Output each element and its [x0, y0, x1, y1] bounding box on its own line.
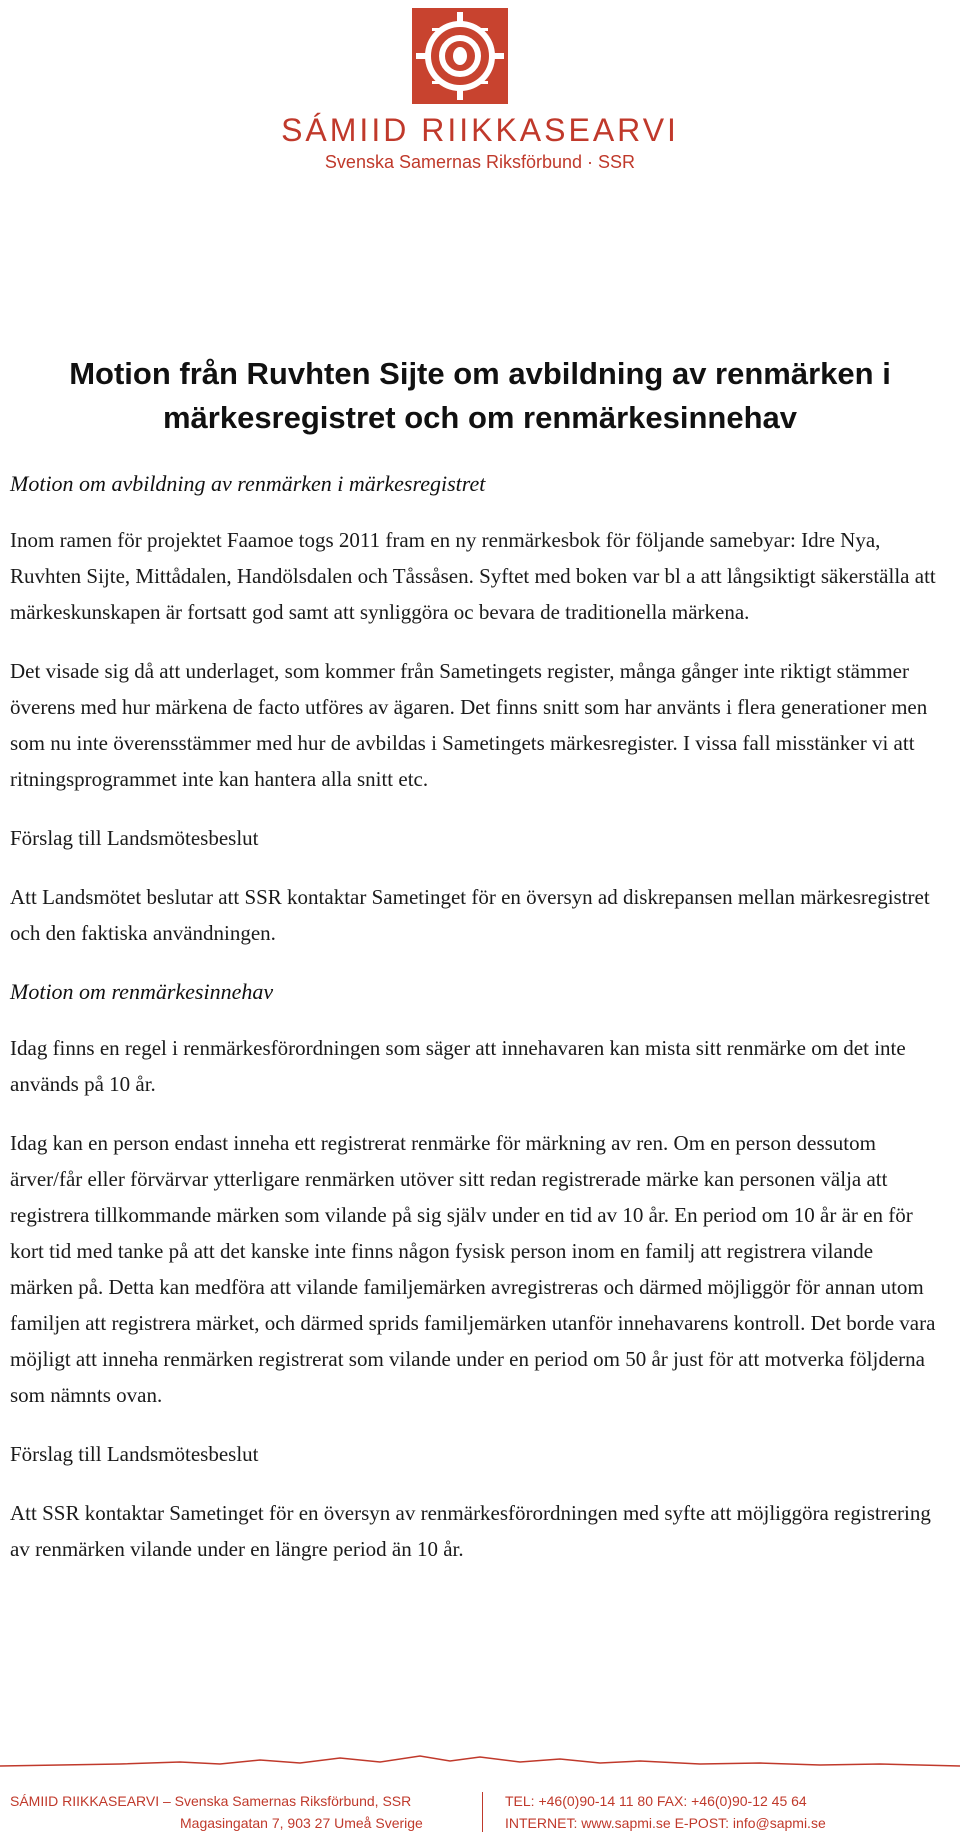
title-line-1: Motion från Ruvhten Sijte om avbildning av renmärken i: [69, 356, 891, 391]
footer-phone-fax: TEL: +46(0)90-14 11 80 FAX: +46(0)90-12 45 64: [505, 1793, 807, 1809]
proposal-text: Att Landsmötet beslutar att SSR kontaktar Sametinget för en översyn ad diskrepansen mellan märkesregistret och den faktiska användningen.: [10, 885, 930, 945]
footer-mountain-line: [0, 1752, 960, 1776]
section-heading-avbildning: Motion om avbildning av renmärken i märkesregistret: [10, 471, 486, 496]
paragraph: Idag kan en person endast inneha ett registrerat renmärke för märkning av ren. Om en person dessutom ärver/får eller förvärvar ytterligare renmärken utöver sitt redan registrerade märke kan personen välja att registrera tillkommande märken som vilande på sig själv under en tid av 10 år. En period om 10 år är en för kort tid med tanke på att det kanske inte finns någon fysisk person inom en familj att registrera vilande märken på. Detta kan medföra att vilande familjemärken avregistreras och därmed möjliggör för annan utom familjen att registrera märket, och därmed sprids familjemärken utanför innehavarens kontroll. Det borde vara möjligt att inneha renmärken registrerat som vilande under en period om 50 år just för att motverka följderna som nämnts ovan.: [10, 1131, 936, 1407]
footer-contact: [505, 1790, 950, 1834]
footer-web-email: INTERNET: www.sapmi.se E-POST: info@sapmi.se: [505, 1815, 826, 1831]
section-heading-innehav: Motion om renmärkesinnehav: [10, 979, 274, 1004]
proposal-label: Förslag till Landsmötesbeslut: [10, 1442, 259, 1466]
proposal-text: Att SSR kontaktar Sametinget för en översyn av renmärkesförordningen med syfte att möjliggöra registrering av renmärken vilande under en längre period än 10 år.: [10, 1501, 931, 1561]
footer-address-line: Magasingatan 7, 903 27 Umeå Sverige: [180, 1815, 423, 1831]
paragraph: Inom ramen för projektet Faamoe togs 2011 fram en ny renmärkesbok för följande samebyar: Idre Nya, Ruvhten Sijte, Mittådalen, Handölsdalen och Tåssåsen. Syftet med boken var bl a att långsiktigt säkerställa att märkeskunskapen är fortsatt god samt att synliggöra oc bevara de traditionella märkena.: [10, 528, 936, 624]
footer-divider: [482, 1792, 483, 1832]
org-name: SÁMIID RIIKKASEARVI: [281, 112, 679, 148]
document-title: [10, 352, 950, 440]
footer-address: [10, 1790, 450, 1834]
document-body: [10, 466, 940, 1590]
title-line-2: märkesregistret och om renmärkesinnehav: [162, 400, 798, 435]
paragraph: Det visade sig då att underlaget, som kommer från Sametingets register, många gånger inte riktigt stämmer överens med hur märkena de facto utföres av ägaren. Det finns snitt som har använts i flera generationer men som nu inte överensstämmer med hur de avbildas i Sametingets märkesregister. I vissa fall misstänker vi att ritningsprogrammet inte kan hantera alla snitt etc.: [10, 659, 928, 791]
org-subtitle: Svenska Samernas Riksförbund · SSR: [324, 152, 636, 172]
paragraph: Idag finns en regel i renmärkesförordningen som säger att innehavaren kan mista sitt renmärke om det inte används på 10 år.: [10, 1036, 906, 1096]
footer-org-line: SÁMIID RIIKKASEARVI – Svenska Samernas Riksförbund, SSR: [10, 1793, 412, 1809]
ssr-logo: [412, 8, 508, 104]
proposal-label: Förslag till Landsmötesbeslut: [10, 826, 259, 850]
